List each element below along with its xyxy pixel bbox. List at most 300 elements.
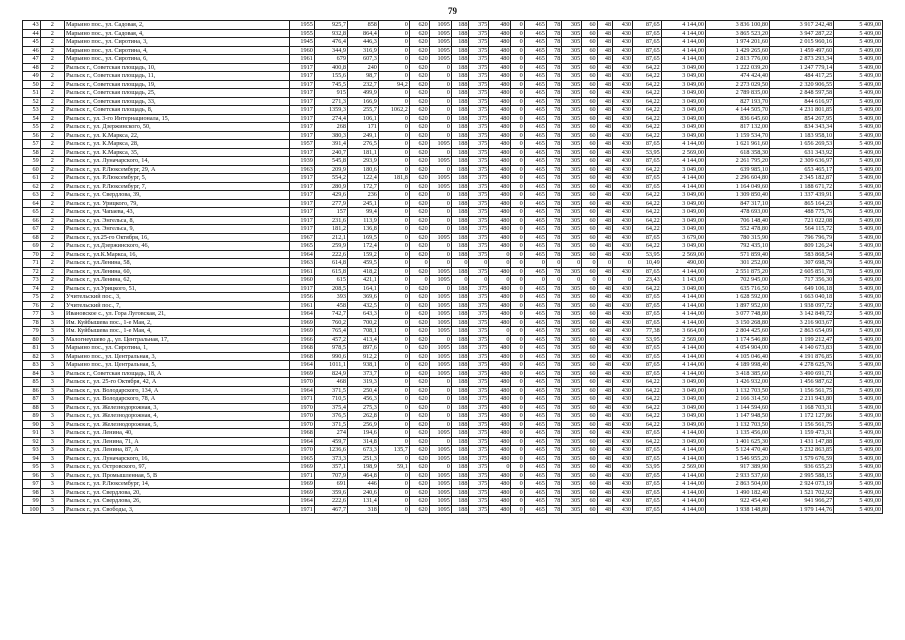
cell-max-cost: 5 409,00: [834, 301, 883, 310]
cell-unit-cost: 3 049,00: [661, 395, 705, 404]
cell-rate-a: 620: [409, 369, 429, 378]
cell-rate-f: 0: [511, 72, 524, 81]
cell-unit-cost: 3 679,00: [661, 233, 705, 242]
cell-rate-f: 0: [511, 420, 524, 429]
cell-nonliving-area: 0: [378, 412, 409, 421]
cell-row-number: 54: [23, 114, 41, 123]
page-number: 79: [448, 6, 457, 16]
cell-unit-cost: 2 569,00: [661, 148, 705, 157]
cell-cost-indexed: 1 431 147,88: [770, 437, 834, 446]
cell-rate-g: 465: [524, 267, 546, 276]
cell-rate-h: 78: [546, 80, 561, 89]
cell-cost: 917 389,90: [705, 463, 769, 472]
cell-row-number: 100: [23, 505, 41, 514]
cell-rate-j: 60: [582, 148, 597, 157]
cell-rate-a: 620: [409, 284, 429, 293]
cell-total-area: 274: [314, 429, 347, 438]
cell-year: 1964: [290, 437, 314, 446]
cell-rate-e: 480: [489, 471, 511, 480]
cell-living-area: 262,8: [347, 412, 378, 421]
cell-rate-a: 620: [409, 429, 429, 438]
cell-nonliving-area: 0: [378, 191, 409, 200]
cell-rate-f: 0: [511, 233, 524, 242]
cell-rate-c: 188: [451, 403, 469, 412]
cell-rate-l: 430: [613, 378, 633, 387]
cell-group: 2: [40, 63, 64, 72]
table-row: [23, 284, 883, 293]
cell-total-area: 745,5: [314, 80, 347, 89]
cell-rate-c: 0: [451, 259, 469, 268]
cell-row-number: 79: [23, 327, 41, 336]
cell-rate-g: 465: [524, 174, 546, 183]
cell-row-number: 92: [23, 437, 41, 446]
cell-rate-a: 620: [409, 267, 429, 276]
cell-rate-j: 60: [582, 140, 597, 149]
cell-total-area: 978,5: [314, 344, 347, 353]
cell-rate-k: 48: [597, 310, 612, 319]
cell-rate-e: 480: [489, 106, 511, 115]
cell-living-area: 122,4: [347, 174, 378, 183]
cell-rate-a: 620: [409, 301, 429, 310]
cell-rate-l: 430: [613, 301, 633, 310]
cell-max-cost: 5 409,00: [834, 157, 883, 166]
cell-rate-b: 1095: [429, 276, 451, 285]
cell-rate-h: 78: [546, 72, 561, 81]
table-row: [23, 395, 883, 404]
cell-unit-cost: 3 049,00: [661, 89, 705, 98]
cell-group: 3: [40, 488, 64, 497]
cell-percent: 87,65: [633, 157, 662, 166]
cell-year: 1961: [290, 55, 314, 64]
cell-rate-d: 375: [469, 344, 489, 353]
cell-rate-h: 78: [546, 403, 561, 412]
cell-rate-a: 620: [409, 216, 429, 225]
cell-living-area: 232,7: [347, 80, 378, 89]
cell-nonliving-area: 0: [378, 344, 409, 353]
cell-year: 1970: [290, 446, 314, 455]
cell-rate-a: 620: [409, 505, 429, 514]
cell-rate-h: 78: [546, 38, 561, 47]
cell-rate-g: 465: [524, 148, 546, 157]
cell-rate-c: 188: [451, 191, 469, 200]
cell-rate-c: 188: [451, 242, 469, 251]
cell-row-number: 59: [23, 157, 41, 166]
cell-rate-h: 78: [546, 488, 561, 497]
cell-living-area: 166,9: [347, 97, 378, 106]
cell-year: 1917: [290, 182, 314, 191]
cell-rate-f: 0: [511, 242, 524, 251]
cell-rate-f: 0: [511, 259, 524, 268]
cell-rate-f: 0: [511, 55, 524, 64]
cell-cost-indexed: 2 995 588,15: [770, 471, 834, 480]
cell-max-cost: 5 409,00: [834, 293, 883, 302]
cell-rate-h: 0: [546, 259, 561, 268]
cell-rate-i: 0: [562, 276, 582, 285]
cell-cost: 4 189 998,40: [705, 361, 769, 370]
cell-unit-cost: 4 144,00: [661, 369, 705, 378]
cell-max-cost: 5 409,00: [834, 454, 883, 463]
cell-rate-l: 430: [613, 174, 633, 183]
cell-max-cost: 5 409,00: [834, 361, 883, 370]
cell-rate-i: 305: [562, 89, 582, 98]
cell-total-area: 615,8: [314, 267, 347, 276]
cell-max-cost: 5 409,00: [834, 403, 883, 412]
cell-rate-j: 60: [582, 106, 597, 115]
cell-group: 2: [40, 165, 64, 174]
cell-max-cost: 5 409,00: [834, 38, 883, 47]
cell-rate-l: 430: [613, 208, 633, 217]
cell-rate-g: 465: [524, 21, 546, 30]
cell-rate-k: 48: [597, 369, 612, 378]
cell-rate-k: 48: [597, 361, 612, 370]
cell-total-area: 181,2: [314, 225, 347, 234]
cell-nonliving-area: 0: [378, 199, 409, 208]
cell-rate-c: 188: [451, 46, 469, 55]
cell-nonliving-area: 0: [378, 361, 409, 370]
cell-cost-indexed: 583 868,54: [770, 250, 834, 259]
cell-rate-f: 0: [511, 361, 524, 370]
cell-rate-b: 0: [429, 131, 451, 140]
cell-nonliving-area: 0: [378, 165, 409, 174]
cell-cost-indexed: 844 616,97: [770, 97, 834, 106]
cell-rate-g: 465: [524, 225, 546, 234]
cell-rate-l: 0: [613, 259, 633, 268]
cell-rate-g: 465: [524, 46, 546, 55]
cell-rate-d: 375: [469, 225, 489, 234]
cell-rate-i: 305: [562, 352, 582, 361]
cell-rate-g: 465: [524, 395, 546, 404]
cell-total-area: 476,4: [314, 38, 347, 47]
cell-rate-a: 620: [409, 199, 429, 208]
cell-rate-e: 480: [489, 46, 511, 55]
cell-cost-indexed: 796 796,79: [770, 233, 834, 242]
cell-max-cost: 5 409,00: [834, 182, 883, 191]
cell-rate-e: 480: [489, 182, 511, 191]
cell-rate-k: 48: [597, 429, 612, 438]
cell-cost: 780 315,90: [705, 233, 769, 242]
cell-max-cost: 5 409,00: [834, 412, 883, 421]
cell-year: 1964: [290, 386, 314, 395]
cell-nonliving-area: 0: [378, 72, 409, 81]
cell-rate-e: 0: [489, 335, 511, 344]
cell-rate-h: 78: [546, 446, 561, 455]
cell-year: 1917: [290, 284, 314, 293]
table-row: [23, 403, 883, 412]
cell-cost: 571 859,40: [705, 250, 769, 259]
cell-rate-k: 0: [597, 276, 612, 285]
cell-unit-cost: 3 049,00: [661, 123, 705, 132]
cell-address: Рыльск г., ул. 3-го Интернационала, 15,: [64, 114, 290, 123]
cell-nonliving-area: 0: [378, 318, 409, 327]
cell-living-area: 708,1: [347, 327, 378, 336]
cell-rate-g: 465: [524, 106, 546, 115]
cell-total-area: 458: [314, 301, 347, 310]
cell-rate-l: 430: [613, 395, 633, 404]
cell-cost-indexed: 1 188 671,72: [770, 182, 834, 191]
cell-cost: 3 150 268,80: [705, 318, 769, 327]
cell-rate-h: 78: [546, 157, 561, 166]
cell-cost: 2 261 795,20: [705, 157, 769, 166]
cell-rate-k: 48: [597, 480, 612, 489]
cell-nonliving-area: 0: [378, 310, 409, 319]
cell-max-cost: 5 409,00: [834, 327, 883, 336]
cell-rate-i: 305: [562, 344, 582, 353]
cell-rate-c: 188: [451, 216, 469, 225]
cell-rate-e: 480: [489, 352, 511, 361]
cell-rate-l: 430: [613, 480, 633, 489]
cell-rate-f: 0: [511, 369, 524, 378]
cell-rate-f: 0: [511, 114, 524, 123]
cell-rate-e: 480: [489, 361, 511, 370]
cell-rate-b: 1095: [429, 505, 451, 514]
cell-rate-h: 78: [546, 55, 561, 64]
cell-rate-a: 620: [409, 89, 429, 98]
cell-rate-g: 465: [524, 80, 546, 89]
cell-max-cost: 5 409,00: [834, 446, 883, 455]
cell-living-area: 418,2: [347, 267, 378, 276]
cell-rate-j: 60: [582, 80, 597, 89]
cell-rate-f: 0: [511, 208, 524, 217]
cell-cost-indexed: 631 343,92: [770, 148, 834, 157]
cell-rate-d: 375: [469, 403, 489, 412]
cell-living-area: 255,7: [347, 106, 378, 115]
cell-cost-indexed: 653 465,17: [770, 165, 834, 174]
cell-rate-i: 305: [562, 250, 582, 259]
cell-cost-indexed: 3 142 849,72: [770, 310, 834, 319]
cell-rate-k: 48: [597, 386, 612, 395]
cell-max-cost: 5 409,00: [834, 140, 883, 149]
cell-year: 1917: [290, 199, 314, 208]
cell-cost-indexed: 1 183 958,10: [770, 131, 834, 140]
cell-row-number: 77: [23, 310, 41, 319]
cell-rate-d: 375: [469, 89, 489, 98]
cell-unit-cost: 2 569,00: [661, 335, 705, 344]
cell-rate-h: 78: [546, 369, 561, 378]
cell-unit-cost: 3 049,00: [661, 242, 705, 251]
cell-rate-d: 375: [469, 97, 489, 106]
cell-group: 3: [40, 471, 64, 480]
cell-unit-cost: 4 144,00: [661, 310, 705, 319]
cell-rate-g: 465: [524, 454, 546, 463]
cell-rate-j: 60: [582, 284, 597, 293]
cell-rate-k: 48: [597, 106, 612, 115]
cell-rate-f: 0: [511, 267, 524, 276]
cell-rate-h: 78: [546, 123, 561, 132]
cell-rate-k: 48: [597, 437, 612, 446]
cell-row-number: 47: [23, 55, 41, 64]
cell-rate-c: 188: [451, 250, 469, 259]
cell-rate-i: 305: [562, 310, 582, 319]
cell-percent: 64,22: [633, 191, 662, 200]
cell-row-number: 80: [23, 335, 41, 344]
cell-rate-j: 60: [582, 361, 597, 370]
cell-rate-h: 78: [546, 267, 561, 276]
cell-total-area: 209,9: [314, 165, 347, 174]
cell-rate-k: 48: [597, 97, 612, 106]
cell-rate-j: 60: [582, 182, 597, 191]
cell-cost: 1 164 049,60: [705, 182, 769, 191]
cell-unit-cost: 1 143,00: [661, 276, 705, 285]
cell-total-area: 545,8: [314, 157, 347, 166]
table-row: [23, 114, 883, 123]
cell-living-area: 113,9: [347, 216, 378, 225]
cell-rate-e: 0: [489, 276, 511, 285]
cell-rate-j: 60: [582, 165, 597, 174]
cell-rate-d: 375: [469, 55, 489, 64]
cell-address: Рыльск г., ул. Промышленная, 5, В: [64, 471, 290, 480]
cell-total-area: 380,3: [314, 131, 347, 140]
cell-nonliving-area: 0: [378, 267, 409, 276]
cell-max-cost: 5 409,00: [834, 199, 883, 208]
cell-rate-g: 465: [524, 352, 546, 361]
cell-rate-a: 620: [409, 437, 429, 446]
cell-rate-f: 0: [511, 182, 524, 191]
cell-percent: 64,22: [633, 63, 662, 72]
cell-rate-c: 0: [451, 276, 469, 285]
cell-address: Рыльск г., ул. Р.Люксембург, 7,: [64, 182, 290, 191]
cell-unit-cost: 490,00: [661, 259, 705, 268]
cell-rate-g: 465: [524, 114, 546, 123]
cell-rate-c: 188: [451, 335, 469, 344]
cell-rate-e: 480: [489, 21, 511, 30]
cell-cost-indexed: 4 140 673,83: [770, 344, 834, 353]
cell-rate-b: 0: [429, 97, 451, 106]
cell-rate-i: 0: [562, 259, 582, 268]
cell-rate-f: 0: [511, 327, 524, 336]
cell-rate-k: 48: [597, 208, 612, 217]
cell-percent: 64,22: [633, 412, 662, 421]
cell-cost: 706 148,40: [705, 216, 769, 225]
cell-rate-d: 375: [469, 429, 489, 438]
cell-rate-h: 78: [546, 46, 561, 55]
cell-nonliving-area: 0: [378, 420, 409, 429]
cell-rate-g: 465: [524, 327, 546, 336]
cell-row-number: 97: [23, 480, 41, 489]
cell-rate-c: 188: [451, 352, 469, 361]
cell-nonliving-area: 0: [378, 140, 409, 149]
cell-percent: 64,22: [633, 225, 662, 234]
cell-nonliving-area: 0: [378, 403, 409, 412]
cell-rate-i: 305: [562, 106, 582, 115]
cell-rate-h: 78: [546, 106, 561, 115]
cell-rate-e: 480: [489, 123, 511, 132]
cell-rate-b: 1095: [429, 301, 451, 310]
cell-total-area: 1011,1: [314, 361, 347, 370]
cell-group: 2: [40, 250, 64, 259]
cell-total-area: 990,6: [314, 352, 347, 361]
cell-rate-j: 60: [582, 505, 597, 514]
cell-rate-a: 620: [409, 29, 429, 38]
cell-rate-a: 620: [409, 293, 429, 302]
cell-rate-a: 620: [409, 344, 429, 353]
cell-rate-f: 0: [511, 463, 524, 472]
cell-rate-h: 78: [546, 21, 561, 30]
cell-rate-i: 305: [562, 437, 582, 446]
cell-rate-l: 430: [613, 29, 633, 38]
cell-unit-cost: 4 144,00: [661, 182, 705, 191]
cell-max-cost: 5 409,00: [834, 191, 883, 200]
cell-nonliving-area: 0: [378, 89, 409, 98]
table-row: [23, 38, 883, 47]
cell-group: 3: [40, 327, 64, 336]
cell-nonliving-area: 0: [378, 378, 409, 387]
table-row: [23, 471, 883, 480]
cell-rate-c: 188: [451, 267, 469, 276]
cell-rate-d: 375: [469, 174, 489, 183]
cell-percent: 64,22: [633, 165, 662, 174]
cell-address: Марьино пос., ул. Центральная, 5,: [64, 361, 290, 370]
cell-cost: 474 424,40: [705, 72, 769, 81]
cell-living-area: 251,3: [347, 454, 378, 463]
cell-rate-h: 78: [546, 420, 561, 429]
cell-unit-cost: 3 049,00: [661, 386, 705, 395]
cell-nonliving-area: 0: [378, 216, 409, 225]
cell-rate-h: 78: [546, 182, 561, 191]
cell-max-cost: 5 409,00: [834, 216, 883, 225]
cell-rate-d: 375: [469, 199, 489, 208]
cell-rate-l: 430: [613, 267, 633, 276]
cell-rate-c: 188: [451, 72, 469, 81]
cell-living-area: 464,8: [347, 471, 378, 480]
cell-total-area: 222,6: [314, 497, 347, 506]
cell-group: 3: [40, 429, 64, 438]
cell-rate-j: 60: [582, 233, 597, 242]
cell-year: 1971: [290, 471, 314, 480]
cell-rate-c: 188: [451, 114, 469, 123]
cell-unit-cost: 4 144,00: [661, 505, 705, 514]
cell-total-area: 429,6: [314, 191, 347, 200]
cell-living-area: 171: [347, 123, 378, 132]
cell-rate-d: 375: [469, 242, 489, 251]
cell-rate-l: 430: [613, 89, 633, 98]
cell-unit-cost: 3 049,00: [661, 216, 705, 225]
cell-rate-c: 188: [451, 505, 469, 514]
cell-group: 2: [40, 242, 64, 251]
cell-rate-h: 78: [546, 114, 561, 123]
cell-percent: 87,65: [633, 293, 662, 302]
cell-nonliving-area: 0: [378, 29, 409, 38]
cell-row-number: 60: [23, 165, 41, 174]
cell-group: 3: [40, 318, 64, 327]
cell-rate-e: 480: [489, 488, 511, 497]
cell-rate-l: 430: [613, 63, 633, 72]
cell-total-area: 280,9: [314, 182, 347, 191]
cell-address: Рыльск г., ул. Дзержинского, 50,: [64, 123, 290, 132]
cell-year: 1967: [290, 233, 314, 242]
cell-rate-l: 430: [613, 327, 633, 336]
cell-rate-k: 48: [597, 250, 612, 259]
cell-rate-c: 188: [451, 361, 469, 370]
cell-living-area: 897,6: [347, 344, 378, 353]
cell-year: 1963: [290, 165, 314, 174]
cell-rate-i: 305: [562, 131, 582, 140]
cell-rate-a: 620: [409, 463, 429, 472]
cell-year: 1966: [290, 335, 314, 344]
cell-cost: 922 454,40: [705, 497, 769, 506]
cell-address: Рыльск г., ул. Свободы, 3,: [64, 505, 290, 514]
cell-rate-e: 480: [489, 318, 511, 327]
cell-rate-k: 48: [597, 216, 612, 225]
cell-row-number: 67: [23, 225, 41, 234]
cell-year: 1917: [290, 80, 314, 89]
cell-rate-h: 78: [546, 191, 561, 200]
cell-rate-l: 430: [613, 165, 633, 174]
cell-rate-k: 48: [597, 242, 612, 251]
cell-total-area: 274,4: [314, 114, 347, 123]
cell-rate-e: 480: [489, 29, 511, 38]
cell-row-number: 56: [23, 131, 41, 140]
cell-row-number: 89: [23, 412, 41, 421]
